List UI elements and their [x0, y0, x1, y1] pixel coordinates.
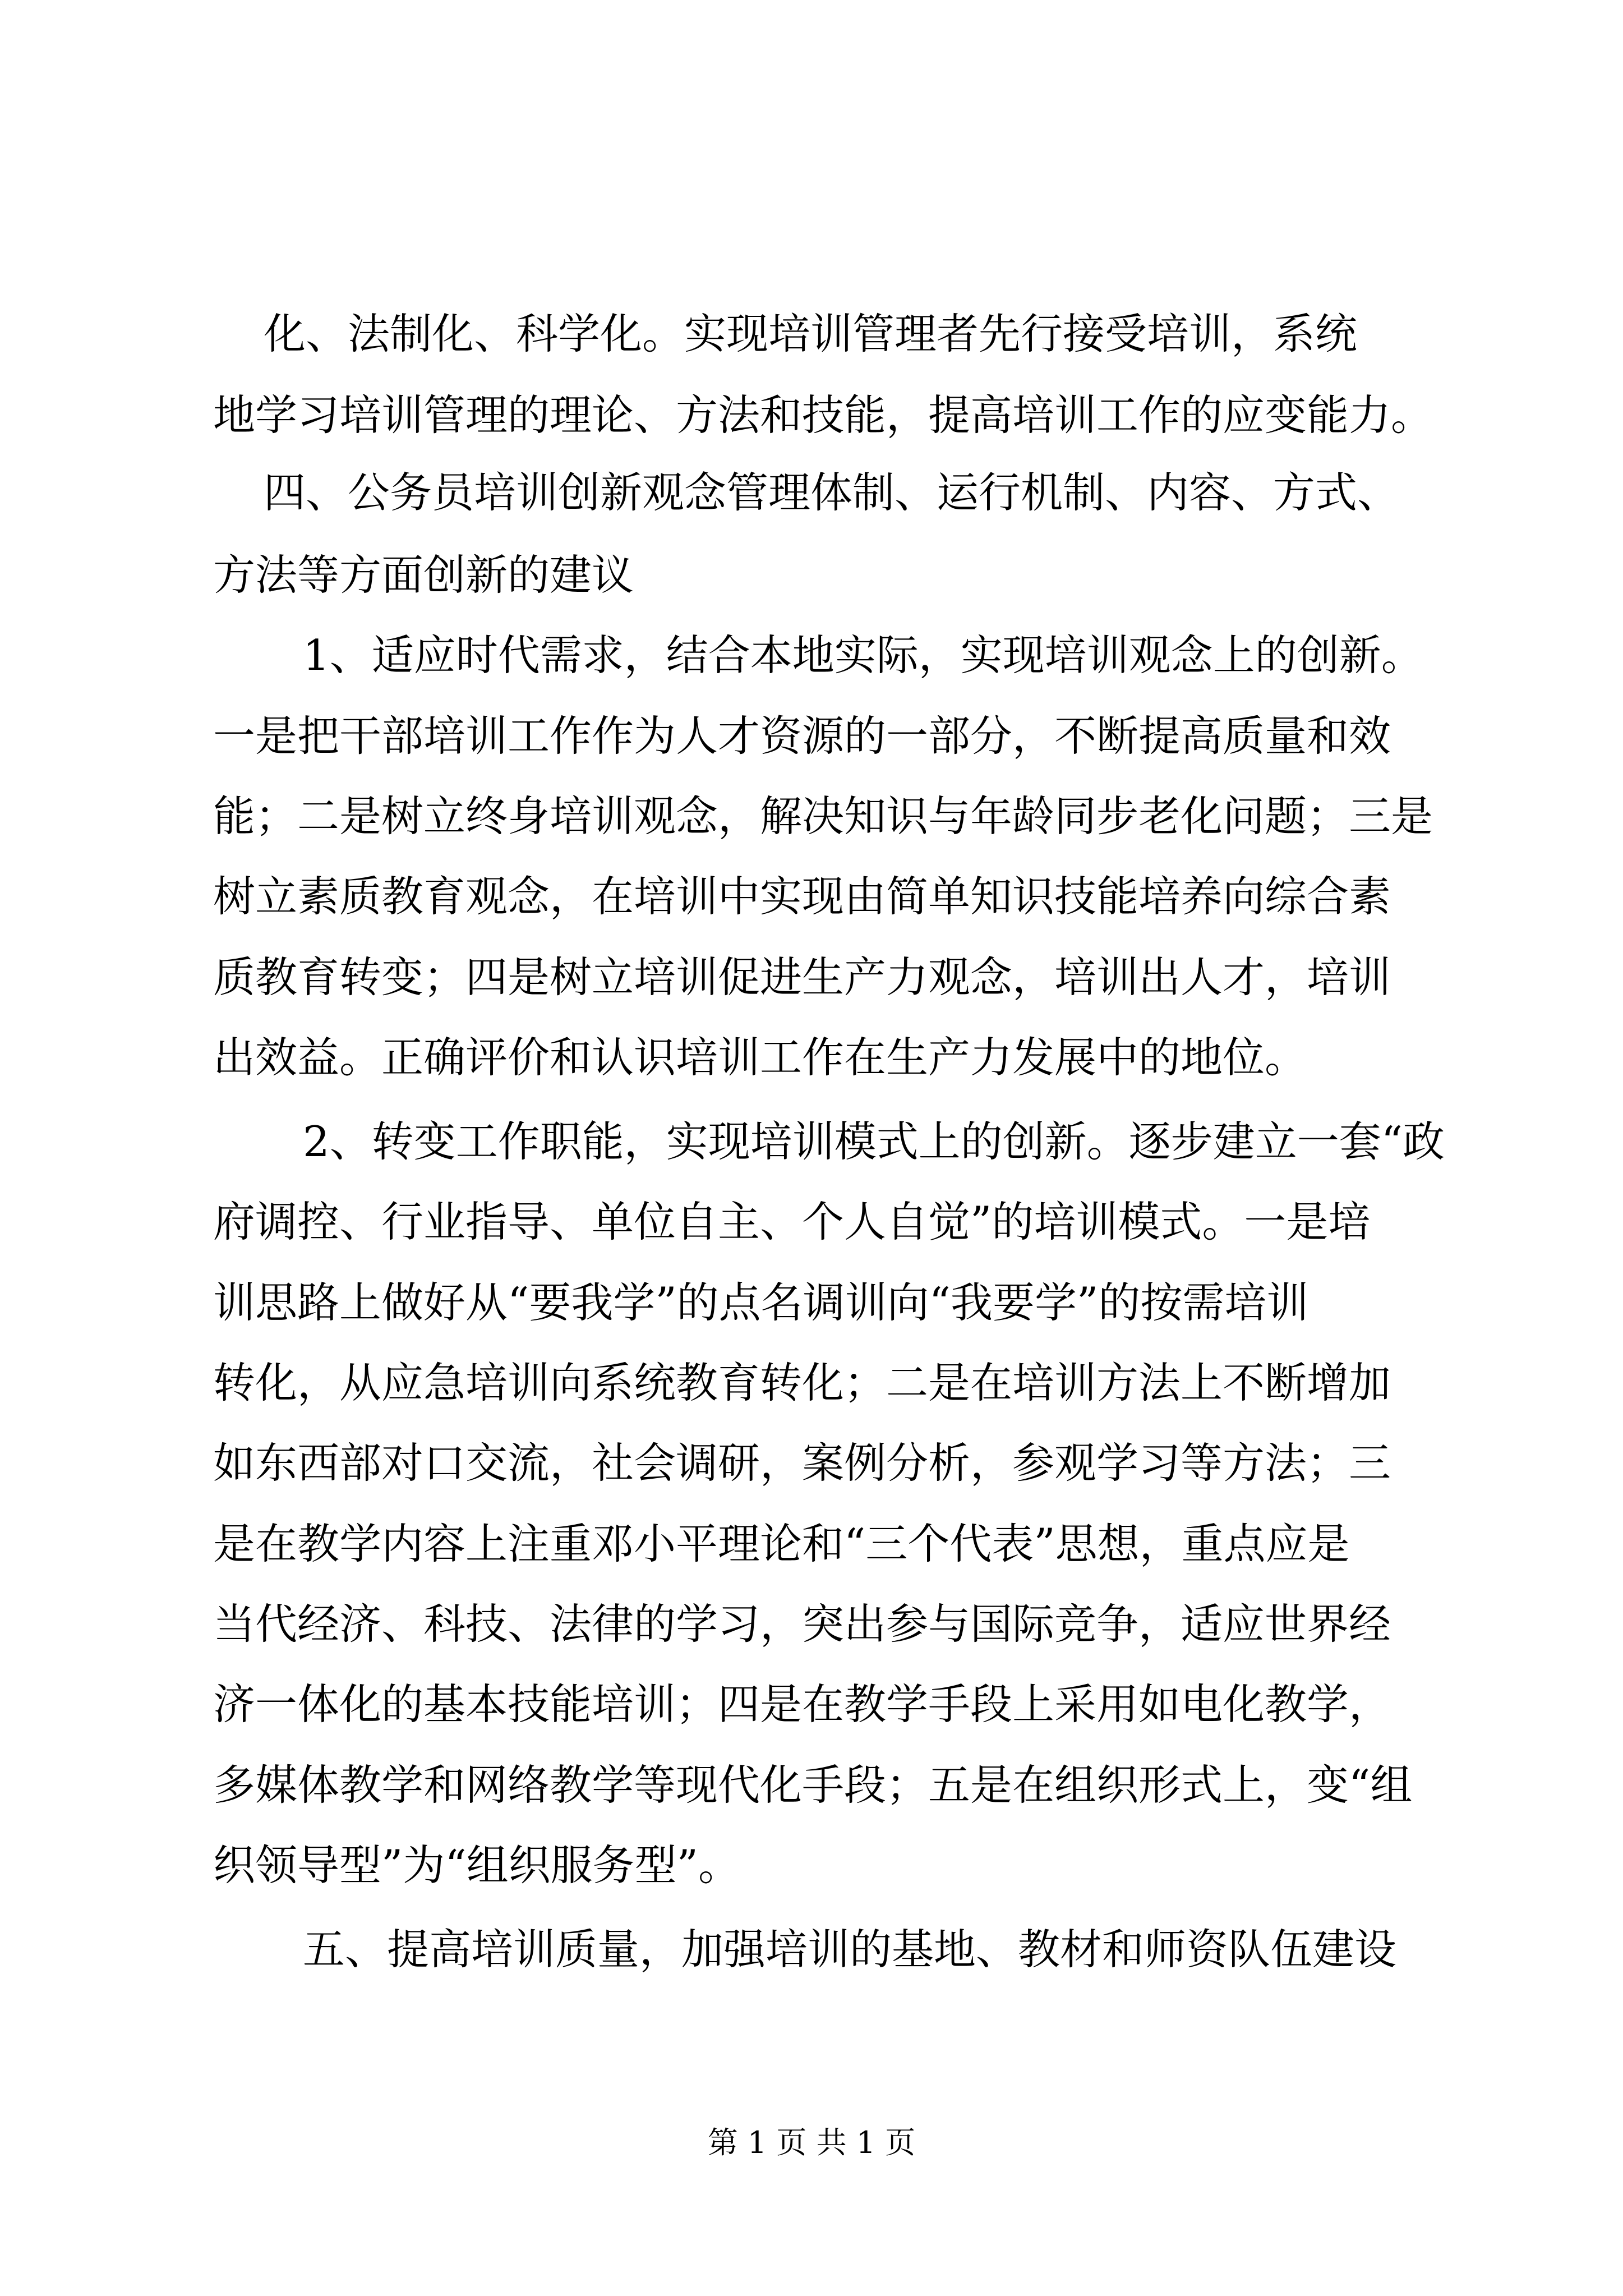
section-heading: 方法等方面创新的建议 [213, 550, 634, 600]
text-line: 树立素质教育观念，在培训中实现由简单知识技能培养向综合素 [213, 872, 1391, 921]
text-line: 训思路上做好从“要我学”的点名调训向“我要学”的按需培训 [213, 1278, 1309, 1327]
text-line: 多媒体教学和网络教学等现代化手段；五是在组织形式上，变“组 [213, 1760, 1413, 1810]
text-line: 织领导型”为“组织服务型”。 [213, 1841, 741, 1890]
section-heading: 四、公务员培训创新观念管理体制、运行机制、内容、方式、 [264, 468, 1400, 517]
text-line: 济一体化的基本技能培训；四是在教学手段上采用如电化教学， [213, 1680, 1391, 1729]
text-line: 一是把干部培训工作作为人才资源的一部分，不断提高质量和效 [213, 711, 1391, 761]
text-line: 质教育转变；四是树立培训促进生产力观念，培训出人才，培训 [213, 953, 1391, 1002]
text-line: 地学习培训管理的理论、方法和技能，提高培训工作的应变能力。 [213, 390, 1433, 440]
text-line: 转化，从应急培训向系统教育转化；二是在培训方法上不断增加 [213, 1358, 1391, 1407]
text-line: 出效益。正确评价和认识培训工作在生产力发展中的地位。 [213, 1033, 1307, 1082]
text-line: 如东西部对口交流，社会调研，案例分析，参观学习等方法；三 [213, 1438, 1391, 1488]
page-footer: 第 1 页 共 1 页 [707, 2125, 916, 2160]
section-heading: 五、提高培训质量，加强培训的基地、教材和师资队伍建设 [303, 1925, 1397, 1974]
text-line: 是在教学内容上注重邓小平理论和“三个代表”思想，重点应是 [213, 1519, 1350, 1568]
text-line: 化、法制化、科学化。实现培训管理者先行接受培训，系统 [264, 309, 1358, 358]
text-line: 府调控、行业指导、单位自主、个人自觉”的培训模式。一是培 [213, 1197, 1371, 1246]
text-line: 2、转变工作职能，实现培训模式上的创新。逐步建立一套“政 [303, 1117, 1445, 1166]
text-line: 当代经济、科技、法律的学习，突出参与国际竞争，适应世界经 [213, 1599, 1391, 1649]
text-line: 1、适应时代需求，结合本地实际，实现培训观念上的创新。 [303, 631, 1423, 680]
text-line: 能；二是树立终身培训观念，解决知识与年龄同步老化问题；三是 [213, 792, 1433, 841]
